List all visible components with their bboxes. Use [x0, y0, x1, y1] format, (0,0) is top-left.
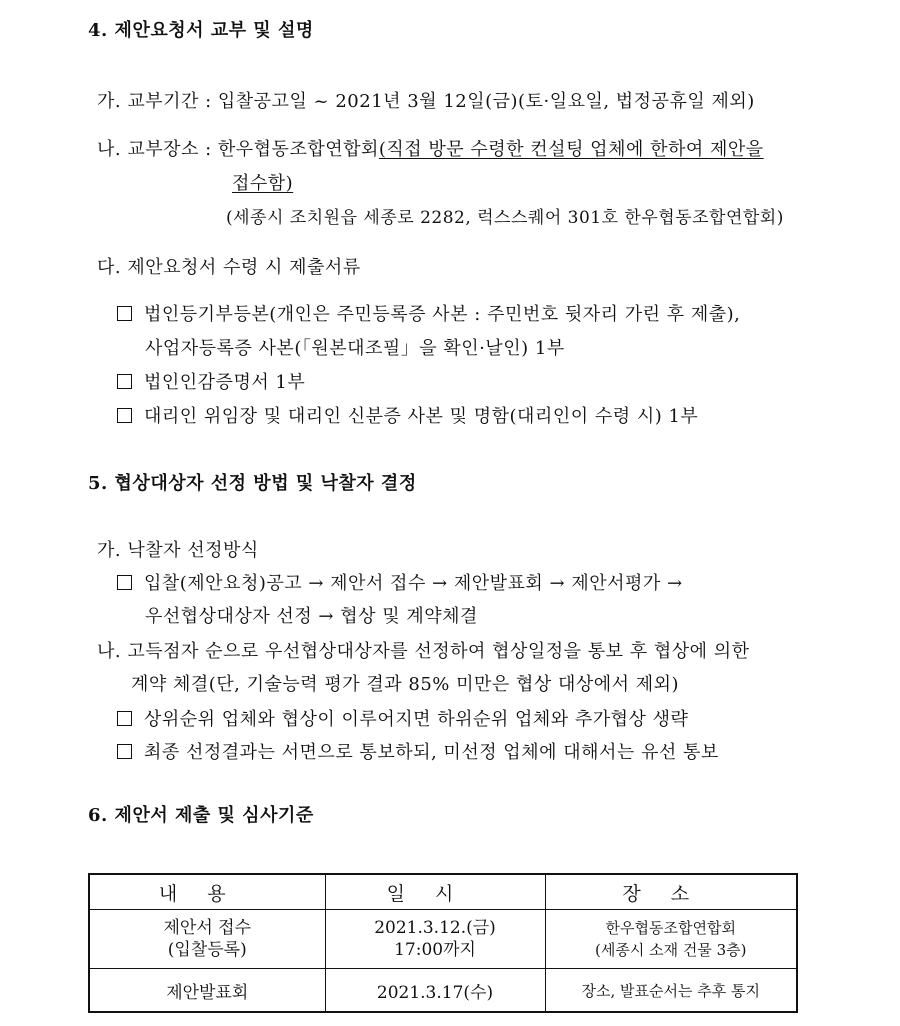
- cell-place: [545, 910, 797, 969]
- sec4-doc-item: [117, 303, 740, 327]
- sec4-doc-item: [117, 371, 305, 395]
- cell-datetime: [325, 910, 545, 969]
- sec4-item-da: 다. 제안요청서 수령 시 제출서류: [97, 257, 361, 278]
- sec4-na-underline-2: 접수함): [232, 173, 294, 194]
- checkbox-square-icon: [117, 575, 132, 590]
- sec4-item-na: [97, 138, 764, 162]
- sec5-ga-step-cont: 우선협상대상자 선정 → 협상 및 계약체결: [145, 606, 478, 627]
- cell-line: 제안서 접수: [163, 918, 251, 938]
- sec5-na-item: [117, 741, 719, 765]
- sec4-doc-item-cont: 사업자등록증 사본(「원본대조필」을 확인·날인) 1부: [145, 338, 565, 359]
- cell-place: [545, 969, 797, 1013]
- sec4-doc-item-text: 대리인 위임장 및 대리인 신분증 사본 및 명함(대리인이 수령 시) 1부: [144, 406, 699, 427]
- sec4-doc-item-text: 법인등기부등본(개인은 주민등록증 사본 : 주민번호 뒷자리 가린 후 제출),: [144, 304, 741, 325]
- cell-line: 한우협동조합연합회: [605, 919, 736, 937]
- cell-content: [89, 969, 325, 1013]
- sec5-na-cont: 계약 체결(단, 기술능력 평가 결과 85% 미만은 협상 대상에서 제외): [131, 674, 680, 695]
- sec4-na-address: (세종시 조치원읍 세종로 2282, 럭스스퀘어 301호 한우협동조합연합회): [226, 208, 784, 228]
- header-content: 내용: [89, 874, 325, 910]
- checkbox-square-icon: [117, 744, 132, 759]
- header-place: 장소: [545, 874, 797, 910]
- cell-line: 2021.3.17(수): [376, 982, 494, 1003]
- cell-line: 2021.3.12.(금): [374, 918, 496, 938]
- cell-line: 제안발표회: [166, 982, 249, 1003]
- section-6-title: 6. 제안서 제출 및 심사기준: [88, 805, 314, 826]
- checkbox-square-icon: [117, 306, 132, 321]
- sec4-na-prefix: 나. 교부장소 : 한우협동조합연합회: [97, 139, 379, 160]
- sec5-item-na: 나. 고득점자 순으로 우선협상대상자를 선정하여 협상일정을 통보 후 협상에 의한: [97, 641, 750, 662]
- cell-line: (세종시 소재 건물 3층): [595, 941, 747, 959]
- sec4-doc-item: [117, 405, 698, 429]
- table-header-row: [89, 874, 797, 910]
- cell-line: (입찰등록): [167, 940, 247, 960]
- checkbox-square-icon: [117, 374, 132, 389]
- sec5-na-item-text: 상위순위 업체와 협상이 이루어지면 하위순위 업체와 추가협상 생략: [144, 709, 689, 730]
- sec5-na-item-text: 최종 선정결과는 서면으로 통보하되, 미선정 업체에 대해서는 유선 통보: [144, 742, 719, 763]
- sec4-doc-item-text: 법인인감증명서 1부: [144, 372, 306, 393]
- table-row: [89, 969, 797, 1013]
- header-datetime: 일시: [325, 874, 545, 910]
- sec5-na-item: [117, 708, 688, 732]
- section-4-title: 4. 제안요청서 교부 및 설명: [88, 20, 314, 41]
- table-row: [89, 910, 797, 969]
- schedule-table: [88, 873, 798, 1013]
- cell-content: [89, 910, 325, 969]
- section-5-title: 5. 협상대상자 선정 방법 및 낙찰자 결정: [88, 473, 417, 494]
- sec4-na-underline-1: (직접 방문 수령한 컨설팅 업체에 한하여 제안을: [378, 139, 764, 160]
- cell-line: 장소, 발표순서는 추후 통지: [581, 981, 760, 1000]
- checkbox-square-icon: [117, 711, 132, 726]
- cell-line: 17:00까지: [394, 940, 476, 960]
- sec4-item-ga: 가. 교부기간 : 입찰공고일 ~ 2021년 3월 12일(금)(토·일요일, 법정공휴일 제외): [97, 91, 755, 112]
- checkbox-square-icon: [117, 408, 132, 423]
- sec5-ga-step-text: 입찰(제안요청)공고 → 제안서 접수 → 제안발표회 → 제안서평가 →: [144, 573, 683, 594]
- sec5-ga-step: [117, 572, 683, 596]
- cell-datetime: [325, 969, 545, 1013]
- sec5-item-ga: 가. 낙찰자 선정방식: [97, 540, 259, 561]
